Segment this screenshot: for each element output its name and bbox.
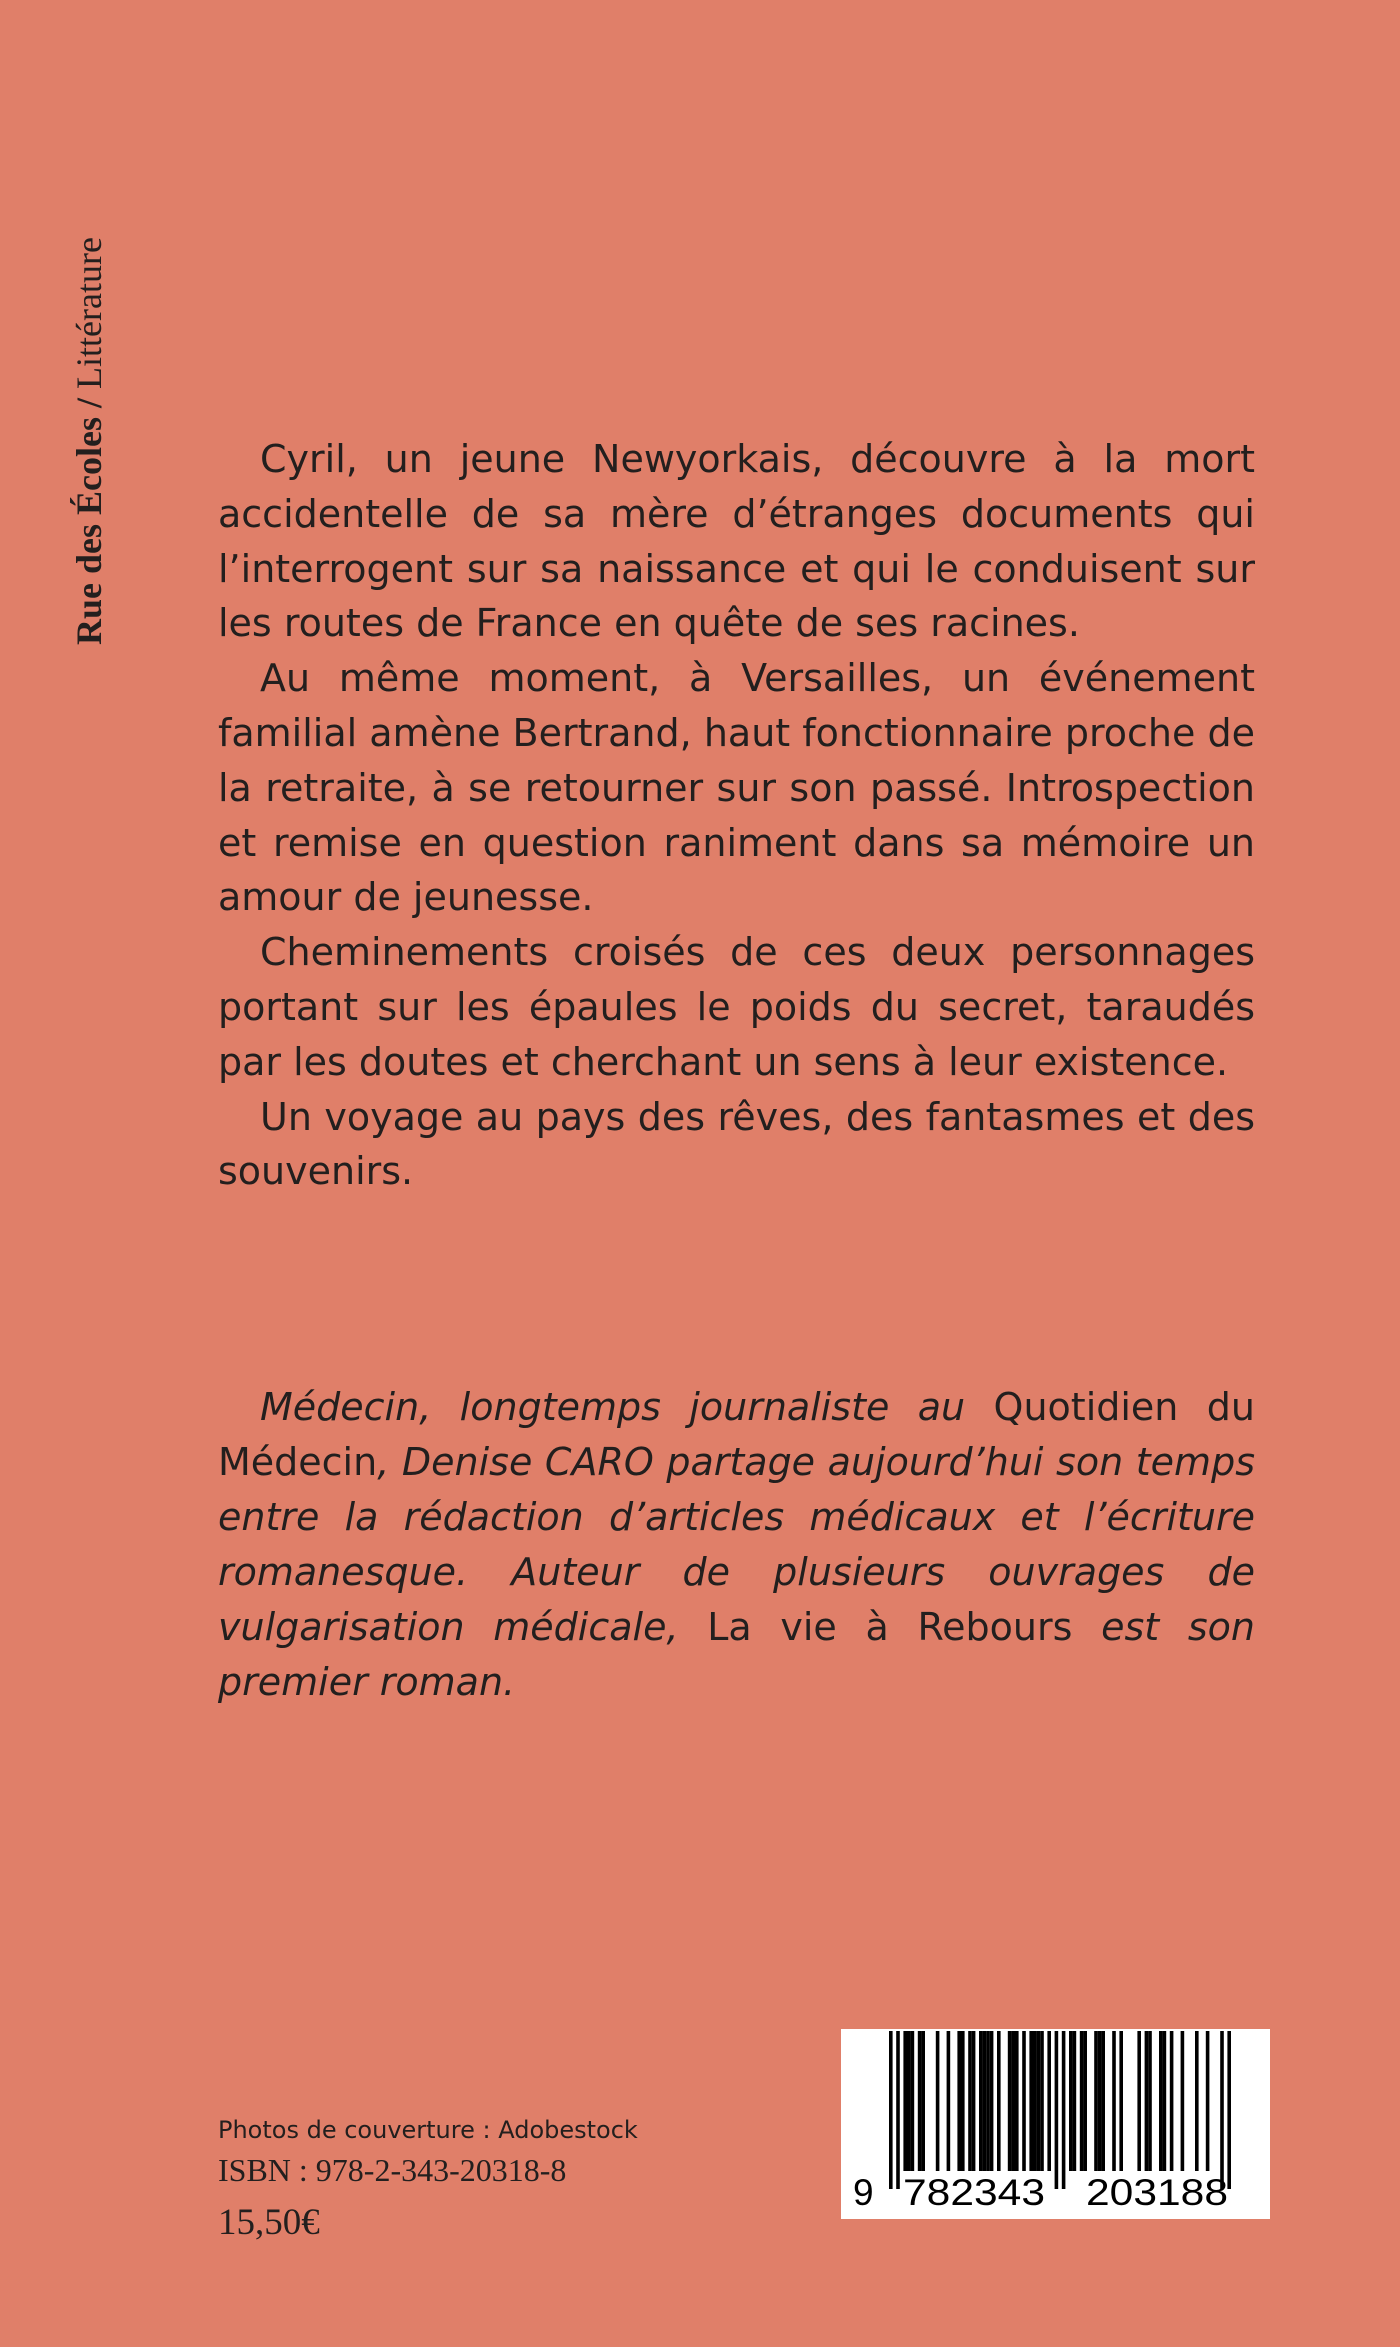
barcode-bar — [1170, 2031, 1174, 2171]
barcode-bar — [1137, 2031, 1141, 2171]
barcode-bar — [1094, 2031, 1098, 2171]
barcode-bar — [972, 2031, 976, 2171]
barcode-bar — [921, 2031, 925, 2171]
blurb-paragraph: Cheminements croisés de ces deux personnages portant sur les épaules le poids du secret, taraudés par les doutes et cherchant un sens à leur existence. — [218, 930, 1255, 1084]
barcode-graphic — [841, 2029, 1270, 2219]
barcode-bar — [986, 2031, 990, 2171]
barcode-bar — [1029, 2031, 1033, 2171]
series-name: Rue des Écoles — [69, 417, 109, 645]
barcode-bar — [957, 2031, 961, 2171]
barcode-bar — [1098, 2031, 1102, 2171]
barcode-bar — [979, 2031, 983, 2171]
blurb-paragraph: Au même moment, à Versailles, un événement familial amène Bertrand, haut fonctionnaire proche de la retraite, à se retourner sur son passé. Introspection et remise en question raniment dans sa mémoire un amour de jeunesse. — [218, 656, 1255, 920]
barcode-bar — [1220, 2031, 1224, 2189]
author-bio — [218, 1380, 1255, 1710]
author-bio-end: est son premier roman. — [218, 1605, 1255, 1704]
barcode-bar — [1148, 2031, 1152, 2171]
barcode-bars — [889, 2031, 1231, 2189]
barcode-bar — [1040, 2031, 1044, 2171]
barcode-bar — [1022, 2031, 1026, 2171]
barcode-bar — [1080, 2031, 1084, 2171]
barcode-left-digits: 782343 — [903, 2172, 1045, 2213]
barcode-bar — [1101, 2031, 1105, 2171]
barcode-bar — [1047, 2031, 1051, 2171]
photo-credit: Photos de couverture : Adobestock — [218, 2116, 638, 2144]
barcode-bar — [1145, 2031, 1149, 2171]
barcode-bar — [1055, 2031, 1059, 2189]
barcode-bar — [961, 2031, 965, 2171]
barcode-bar — [997, 2031, 1001, 2171]
barcode-bar — [903, 2031, 907, 2171]
author-bio-middle: , Denise CARO partage aujourd’hui son temps entre la rédaction d’articles médicaux et l’écriture romanesque. Auteur de plusieurs ouvrages de vulgarisation médicale, — [218, 1440, 1255, 1649]
book-title: La vie à Rebours — [707, 1605, 1073, 1649]
barcode-bar — [918, 2031, 922, 2171]
barcode-bar — [1227, 2031, 1231, 2189]
barcode-bar — [1206, 2031, 1210, 2171]
barcode-bar — [911, 2031, 915, 2171]
barcode-first-digit: 9 — [853, 2172, 874, 2213]
barcode-bar — [936, 2031, 940, 2171]
barcode-bar — [889, 2031, 893, 2189]
barcode-bar — [1011, 2031, 1015, 2171]
barcode-bar — [1073, 2031, 1077, 2171]
barcode-bar — [1008, 2031, 1012, 2171]
barcode-bar — [1195, 2031, 1199, 2171]
barcode-bar — [1159, 2031, 1163, 2171]
barcode-bar — [907, 2031, 911, 2171]
barcode-bar — [1069, 2031, 1073, 2171]
author-bio-intro: Médecin, longtemps journaliste au — [260, 1385, 994, 1429]
barcode-bar — [1015, 2031, 1019, 2171]
barcode-bar — [990, 2031, 994, 2171]
barcode-bar — [1163, 2031, 1167, 2171]
barcode-bar — [968, 2031, 972, 2171]
price-label: 15,50€ — [218, 2202, 320, 2243]
barcode-bar — [896, 2031, 900, 2189]
barcode-bar — [983, 2031, 987, 2171]
spine-title — [64, 85, 114, 645]
blurb-paragraph: Un voyage au pays des rêves, des fantasmes et des souvenirs. — [218, 1094, 1255, 1194]
barcode-bar — [1181, 2031, 1185, 2171]
barcode-right-digits: 203188 — [1086, 2172, 1228, 2213]
blurb-paragraph: Cyril, un jeune Newyorkais, découvre à la mort accidentelle de sa mère d’étranges documents qui l’interrogent sur sa naissance et qui le conduisent sur les routes de France en quête de ses racines. — [218, 437, 1255, 646]
isbn-barcode — [841, 2029, 1270, 2219]
barcode-bar — [947, 2031, 951, 2171]
barcode-bar — [1033, 2031, 1037, 2171]
isbn-number: ISBN : 978-2-343-20318-8 — [218, 2152, 567, 2188]
genre-label: Littérature — [69, 237, 109, 389]
barcode-bar — [1037, 2031, 1041, 2171]
back-cover-blurb — [218, 432, 1255, 1199]
barcode-bar — [1062, 2031, 1066, 2189]
barcode-bar — [1112, 2031, 1116, 2171]
newspaper-name: Quotidien du Médecin — [218, 1385, 1255, 1484]
barcode-bar — [1119, 2031, 1123, 2171]
barcode-bar — [1083, 2031, 1087, 2171]
spine-separator: / — [69, 388, 109, 417]
